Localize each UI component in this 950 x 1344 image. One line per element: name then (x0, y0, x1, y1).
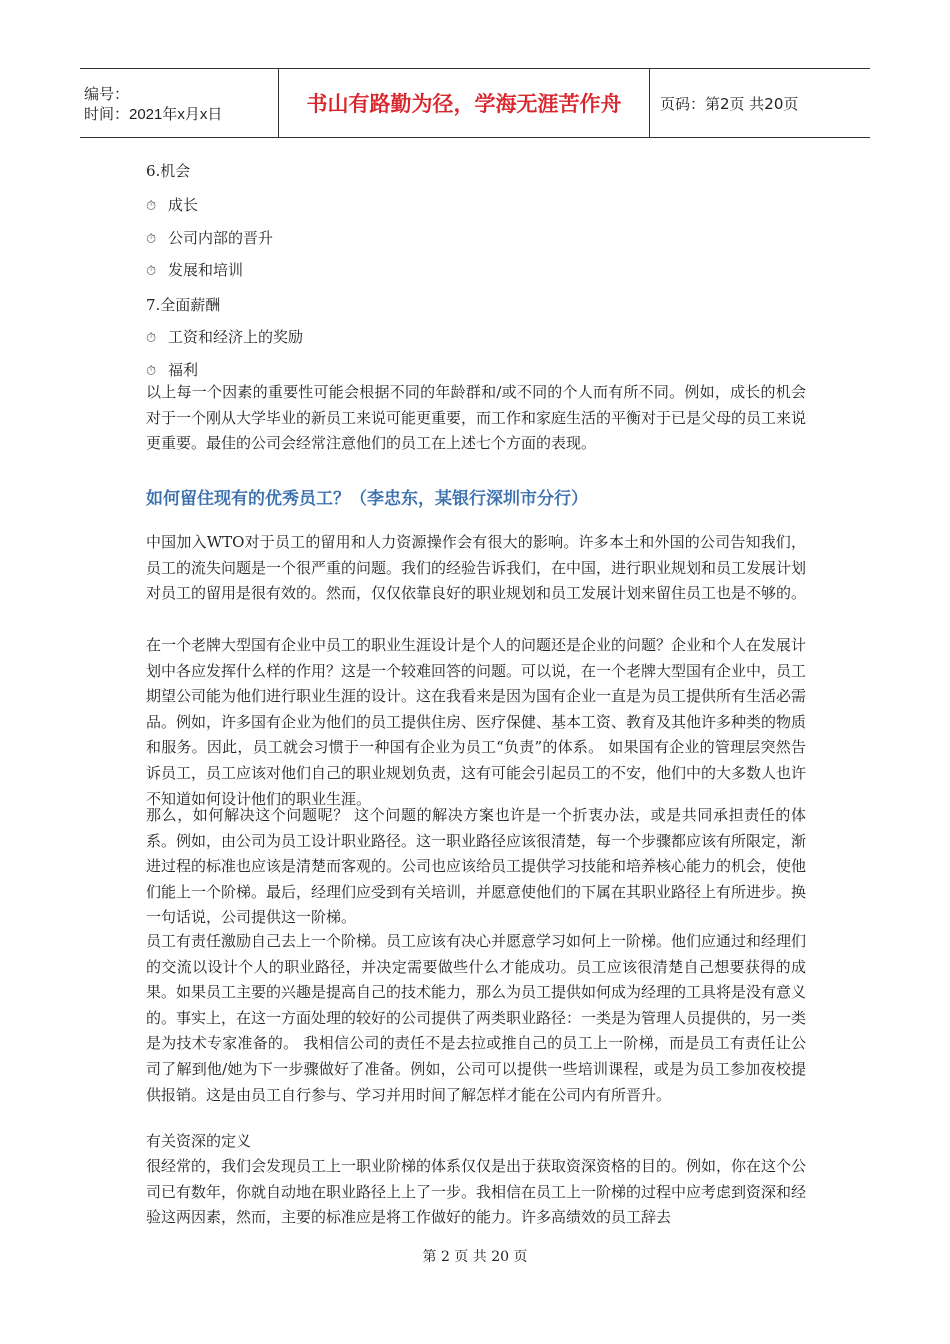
clock-icon: ⏱ (146, 199, 157, 214)
list-item-text: 工资和经济上的奖励 (168, 328, 304, 346)
paragraph: 在一个老牌大型国有企业中员工的职业生涯设计是个人的问题还是企业的问题？企业和个人在发展计划中各应发挥什么样的作用？这是一个较难回答的问题。可以说，在一个老牌大型国有企业中，员工期望公司能为他们进行职业生涯的设计。这在我看来是因为国有企业一直是为员工提供所有生活必需品。例如，许多国有企业为他们的员工提供住房、医疗保健、基本工资、教育及其他许多种类的物质和服务。因此，员工就会习惯于一种国有企业为员工“负责”的体系。 如果国有企业的管理层突然告诉员工，员工应该对他们自己的职业规划负责，这有可能会引起员工的不安，他们中的大多数人也许不知道如何设计他们的职业生涯。 (146, 636, 807, 808)
page-number-label: 页码：第2页 共20页 (660, 94, 799, 113)
page-footer: 第 2 页 共 20 页 (422, 1249, 528, 1265)
clock-icon: ⏱ (146, 364, 157, 379)
header-left (80, 69, 278, 139)
paragraph: 员工有责任激励自己去上一个阶梯。员工应该有决心并愿意学习如何上一阶梯。他们应通过和经理们的交流以设计个人的职业路径，并决定需要做些什么才能成功。员工应该很清楚自己想要获得的成果。如果员工主要的兴趣是提高自己的技术能力，那么为员工提供如何成为经理的工具将是没有意义的。事实上，在这一方面处理的较好的公司提供了两类职业路径：一类是为管理人员提供的，另一类是为技术专家准备的。 我相信公司的责任不是去拉或推自己的员工上一阶梯，而是员工有责任让公司了解到他/她为下一步骤做好了准备。例如，公司可以提供一些培训课程，或是为员工参加夜校提供报销。这是由员工自行参与、学习并用时间了解怎样才能在公司内有所晋升。 (146, 932, 807, 1104)
list-item (146, 359, 198, 380)
section-7-title: 7.全面薪酬 (146, 296, 221, 314)
list-item-text: 成长 (168, 196, 199, 214)
summary-paragraph: 以上每一个因素的重要性可能会根据不同的年龄群和/或不同的个人而有所不同。例如，成长的机会对于一个刚从大学毕业的新员工来说可能更重要，而工作和家庭生活的平衡对于已是父母的员工来说更重要。最佳的公司会经常注意他们的员工在上述七个方面的表现。 (146, 383, 807, 453)
list-item-text: 公司内部的晋升 (168, 229, 274, 247)
paragraph: 中国加入WTO对于员工的留用和人力资源操作会有很大的影响。许多本土和外国的公司告知我们，员工的流失问题是一个很严重的问题。我们的经验告诉我们，在中国，进行职业规划和员工发展计划对员工的留用是很有效的。然而，仅仅依靠良好的职业规划和员工发展计划来留住员工也是不够的。 (146, 533, 807, 603)
date-label: 时间：2021年x月x日 (84, 106, 223, 123)
document-number-label: 编号： (84, 86, 130, 103)
list-item-text: 发展和培训 (168, 261, 244, 279)
clock-icon: ⏱ (146, 264, 157, 279)
subheading: 有关资深的定义 (146, 1132, 252, 1150)
list-item (146, 259, 243, 280)
clock-icon: ⏱ (146, 331, 157, 346)
paragraph: 很经常的，我们会发现员工上一职业阶梯的体系仅仅是出于获取资深资格的目的。例如，你在这个公司已有数年，你就自动地在职业路径上上了一步。我相信在员工上一阶梯的过程中应考虑到资深和经验这两因素，然而，主要的标准应是将工作做好的能力。许多高绩效的员工辞去 (146, 1157, 807, 1227)
motto: 书山有路勤为径，学海无涯苦作舟 (278, 69, 650, 137)
list-item (146, 227, 273, 248)
paragraph: 那么，如何解决这个问题呢？ 这个问题的解决方案也许是一个折衷办法，或是共同承担责任的体系。例如，由公司为员工设计职业路径。这一职业路径应该很清楚，每一个步骤都应该有所限定，渐进过程的标准也应该是清楚而客观的。公司也应该给员工提供学习技能和培养核心能力的机会，使他们能上一个阶梯。最后，经理们应受到有关培训，并愿意使他们的下属在其职业路径上有所进步。换一句话说，公司提供这一阶梯。 (146, 806, 807, 927)
page-header (80, 68, 870, 138)
list-item (146, 326, 303, 347)
clock-icon: ⏱ (146, 232, 157, 247)
list-item-text: 福利 (168, 361, 199, 379)
section-6-title: 6.机会 (146, 162, 191, 180)
list-item (146, 194, 198, 215)
section-heading: 如何留住现有的优秀员工？（李忠东，某银行深圳市分行） (146, 489, 588, 509)
